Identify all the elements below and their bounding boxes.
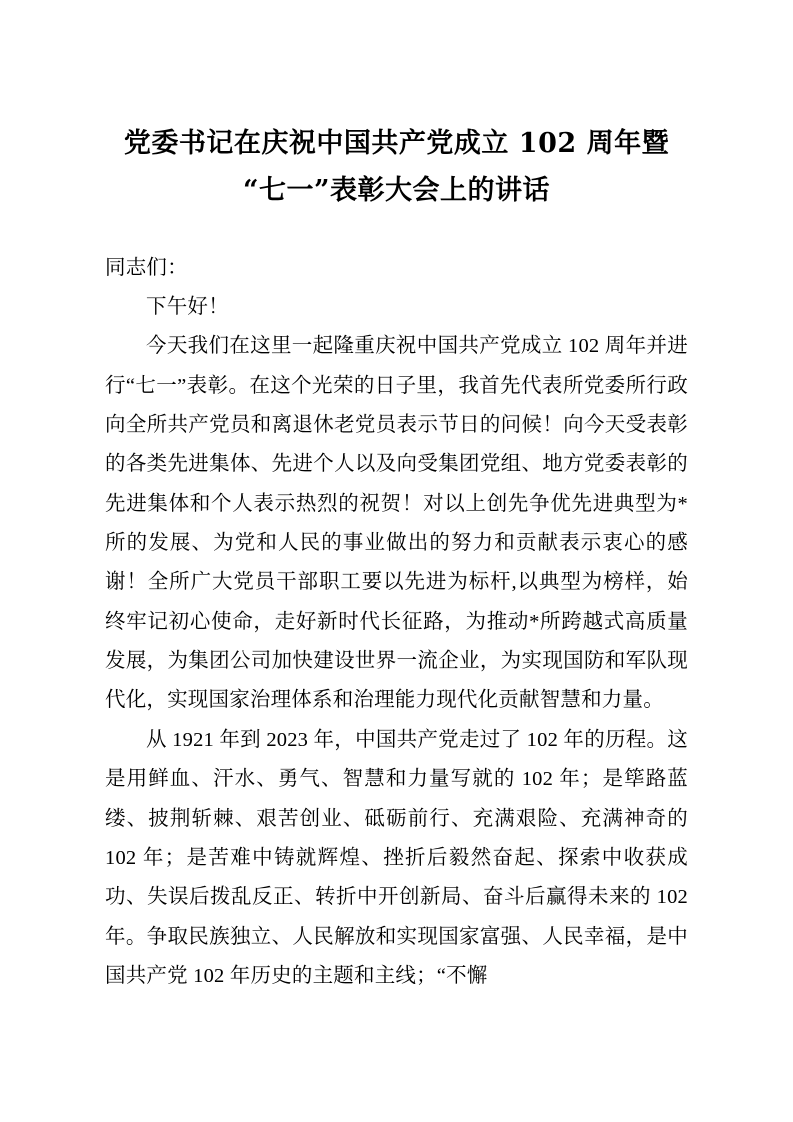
paragraph-salutation: 同志们：	[105, 256, 188, 279]
page-title-line-1: 党委书记在庆祝中国共产党成立 102 周年暨	[123, 128, 670, 159]
paragraph-1: 今天我们在这里一起隆重庆祝中国共产党成立 102 周年并进行“七一”表彰。在这个光荣的日子里，我首先代表所党委所行政向全所共产党员和离退休老党员表示节日的问候！向今天受表彰的各类先进集体、先进个人以及向受集团党组、地方党委表彰的先进集体和个人表示热烈的祝贺！对以上创先争优先进典型为*所的发展、为党和人民的事业做出的努力和贡献表示衷心的感谢！全所广大党员干部职工要以先进为标杆,以典型为榜样，始终牢记初心使命，走好新时代长征路，为推动*所跨越式高质量发展，为集团公司加快建设世界一流企业，为实现国防和军队现代化，实现国家治理体系和治理能力现代化贡献智慧和力量。	[105, 335, 688, 712]
document-body	[105, 249, 688, 997]
paragraph-2: 从 1921 年到 2023 年，中国共产党走过了 102 年的历程。这是用鲜血、汗水、勇气、智慧和力量写就的 102 年；是筚路蓝缕、披荆斩棘、艰苦创业、砥砺前行、充满艰险、充满神奇的 102 年；是苦难中铸就辉煌、挫折后毅然奋起、探索中收获成功、失误后拨乱反正、转折中开创新局、奋斗后赢得未来的 102 年。争取民族独立、人民解放和实现国家富强、人民幸福，是中国共产党 102 年历史的主题和主线；“不懈	[105, 728, 688, 987]
page-title-line-2: “七一”表彰大会上的讲话	[242, 175, 551, 207]
paragraph-greeting: 下午好！	[146, 295, 229, 318]
page-title	[105, 120, 688, 215]
